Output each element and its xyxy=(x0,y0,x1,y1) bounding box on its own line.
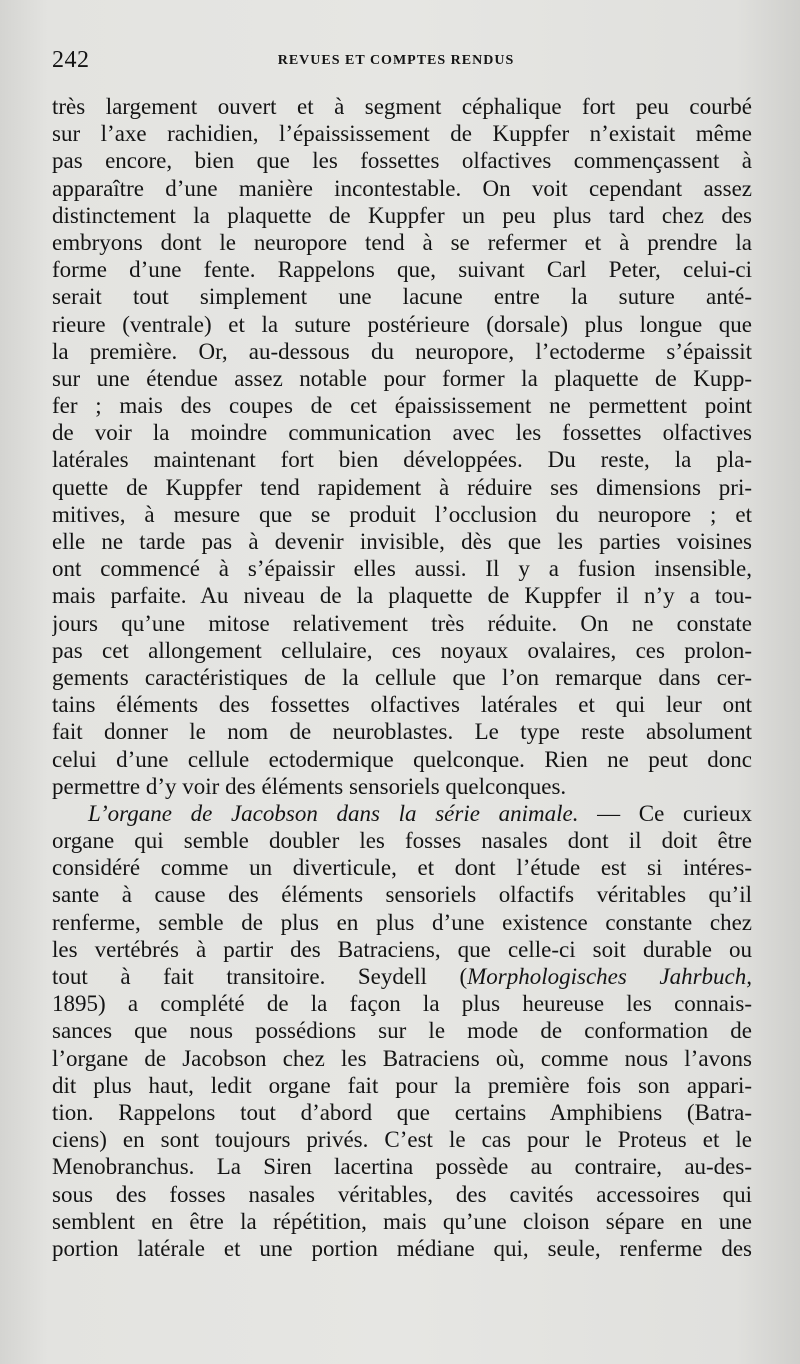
text-line: jours qu’une mitose relativement très réduite. On ne constate xyxy=(52,610,752,636)
text-line: mitives, à mesure que se produit l’occlusion du neuropore ; et xyxy=(52,501,752,527)
text-line: tion. Rappelons tout d’abord que certains Amphibiens (Batra- xyxy=(52,1099,752,1125)
text-line: tains éléments des fossettes olfactives latérales et qui leur ont xyxy=(52,692,752,718)
text-line: serait tout simplement une lacune entre la suture anté- xyxy=(52,284,752,310)
text-line: pas encore, bien que les fossettes olfactives commençassent à xyxy=(52,148,752,174)
section-heading-line xyxy=(52,800,752,827)
text-line: gements caractéristiques de la cellule que l’on remarque dans cer- xyxy=(52,664,752,690)
text-line: portion latérale et une portion médiane qui, seule, renferme des xyxy=(52,1235,752,1261)
text-body xyxy=(52,93,752,1262)
text-line: sur une étendue assez notable pour former la plaquette de Kupp- xyxy=(52,365,752,391)
text-line: considéré comme un diverticule, et dont l’étude est si intéres- xyxy=(52,855,752,881)
text-line: sante à cause des éléments sensoriels olfactifs véritables qu’il xyxy=(52,882,752,908)
text-line: permettre d’y voir des éléments sensoriels quelconques. xyxy=(52,773,567,799)
text-line: sances que nous possédions sur le mode de conformation de xyxy=(52,1018,752,1044)
text-line: fer ; mais des coupes de cet épaississement ne permettent point xyxy=(52,393,752,419)
text-line: dit plus haut, ledit organe fait pour la première fois son appari- xyxy=(52,1072,752,1098)
page-header xyxy=(52,47,740,77)
text-line: mais parfaite. Au niveau de la plaquette de Kuppfer il n’y a tou- xyxy=(52,583,752,609)
text-line: semblent en être la répétition, mais qu’une cloison sépare en une xyxy=(52,1208,752,1234)
text-line: elle ne tarde pas à devenir invisible, dès que les parties voisines xyxy=(52,529,752,554)
text-line: apparaître d’une manière incontestable. On voit cependant assez xyxy=(52,175,752,201)
text-line: ont commencé à s’épaissir elles aussi. Il y a fusion insensible, xyxy=(52,556,752,582)
page-number: 242 xyxy=(52,47,90,73)
text-line: celui d’une cellule ectodermique quelconque. Rien ne peut donc xyxy=(52,746,752,772)
citation-pre: tout à fait transitoire. Seydell ( xyxy=(52,964,468,989)
text-line: Menobranchus. La Siren lacertina possède au contraire, au-des- xyxy=(52,1154,752,1180)
section-heading: L’organe de Jacobson dans la série animale. xyxy=(88,800,579,826)
text-line: forme d’une fente. Rappelons que, suivant Carl Peter, celui-ci xyxy=(52,257,752,283)
text-line: quette de Kuppfer tend rapidement à réduire ses dimensions pri- xyxy=(52,474,752,500)
citation-journal: Morphologisches Jahrbuch, xyxy=(467,964,752,989)
text-line: latérales maintenant fort bien développées. Du reste, la pla- xyxy=(52,447,752,473)
text-line: organe qui semble doubler les fosses nasales dont il doit être xyxy=(52,828,752,854)
running-head: REVUES ET COMPTES RENDUS xyxy=(277,53,515,68)
text-line: très largement ouvert et à segment céphalique fort peu courbé xyxy=(52,94,752,119)
text-line: renferme, semble de plus en plus d’une existence constante chez xyxy=(52,909,752,935)
text-line: les vertébrés à partir des Batraciens, que celle-ci soit durable ou xyxy=(52,936,752,962)
text-line: rieure (ventrale) et la suture postérieure (dorsale) plus longue que xyxy=(52,311,752,337)
text-line: sous des fosses nasales véritables, des cavités accessoires qui xyxy=(52,1181,752,1207)
text-line: la première. Or, au-dessous du neuropore, l’ectoderme s’épaissit xyxy=(52,338,752,364)
text-line: ciens) en sont toujours privés. C’est le cas pour le Proteus et le xyxy=(52,1127,752,1153)
citation-line xyxy=(52,963,752,990)
section-heading-rest: — Ce curieux xyxy=(578,800,752,826)
text-line: embryons dont le neuropore tend à se refermer et à prendre la xyxy=(52,229,752,255)
text-line: pas cet allongement cellulaire, ces noyaux ovalaires, ces prolon- xyxy=(52,637,752,663)
text-line: fait donner le nom de neuroblastes. Le type reste absolument xyxy=(52,719,752,745)
text-line: l’organe de Jacobson chez les Batraciens où, comme nous l’avons xyxy=(52,1045,752,1071)
text-line: sur l’axe rachidien, l’épaississement de Kuppfer n’existait même xyxy=(52,121,752,147)
text-line: de voir la moindre communication avec les fossettes olfactives xyxy=(52,420,752,446)
text-line: distinctement la plaquette de Kuppfer un peu plus tard chez des xyxy=(52,202,752,228)
text-line: 1895) a complété de la façon la plus heureuse les connais- xyxy=(52,991,752,1017)
